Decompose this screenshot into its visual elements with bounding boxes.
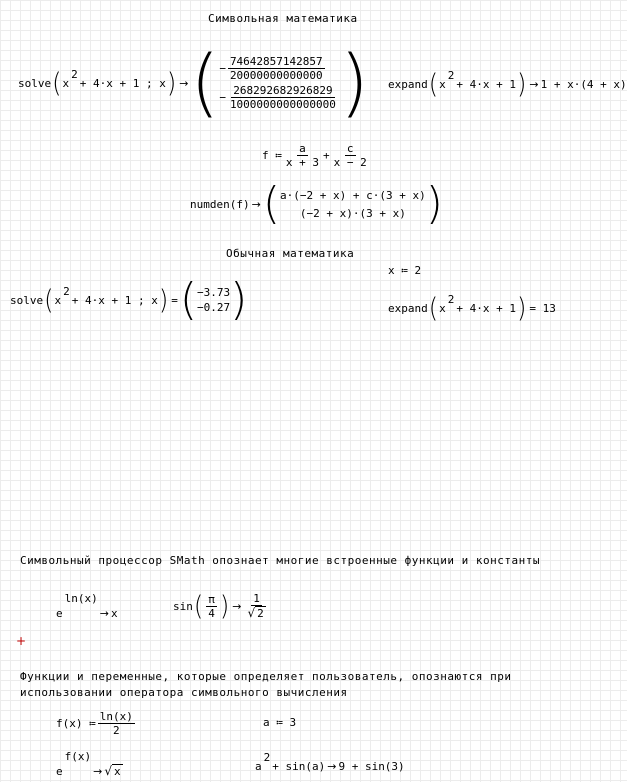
f-definition[interactable] <box>262 138 371 172</box>
minus-sign: − <box>219 91 226 104</box>
numden-function: numden(f) <box>190 197 250 211</box>
exponent: 2 <box>263 750 271 764</box>
left-paren: ( <box>44 284 54 316</box>
symbolic-arrow: → <box>327 759 337 773</box>
matrix-right-paren: ) <box>230 274 248 325</box>
sqrt-x <box>104 764 122 778</box>
denominator-x-plus-3: x + 3 <box>285 155 319 169</box>
denominator-row: (−2 + x)·(3 + x) <box>299 206 406 220</box>
exponent: 2 <box>447 292 455 306</box>
fx-assign: f(x) ≔ <box>56 716 96 730</box>
exponent: 2 <box>71 67 78 81</box>
left-paren: ( <box>428 292 439 324</box>
var-a: a <box>255 759 262 773</box>
numden-expression[interactable] <box>190 178 443 229</box>
expand-function-name: expand <box>388 77 428 91</box>
right-paren: ) <box>219 590 230 622</box>
plus-sin-a: + sin(a) <box>272 759 326 773</box>
base-e: e <box>56 765 63 778</box>
right-paren: ) <box>166 67 177 99</box>
user-defined-note-line-1[interactable]: Функции и переменные, которые определяет пользователь, опознаются при <box>20 670 512 683</box>
matrix-left-paren: ( <box>190 40 220 126</box>
x-assign[interactable]: x ≔ 2 <box>388 264 422 277</box>
exp-fx-expression[interactable] <box>56 750 123 778</box>
matrix-left-paren: ( <box>179 274 198 325</box>
expand-function-name: expand <box>388 301 428 315</box>
fx-definition[interactable] <box>56 706 137 740</box>
denominator-x-minus-2: x − 2 <box>333 155 367 169</box>
denominator-2: 2 <box>113 723 120 737</box>
a-assign[interactable]: a ≔ 3 <box>263 716 297 729</box>
sin-pi-expression[interactable] <box>173 588 270 624</box>
right-paren: ) <box>516 292 527 324</box>
pi-symbol: π <box>208 592 215 606</box>
expand-args: + 4·x + 1 <box>456 301 516 315</box>
solve-function-name: solve <box>18 76 52 90</box>
root-2 <box>219 84 340 111</box>
ordinary-math-header: Обычная математика <box>226 247 355 260</box>
var-x: x <box>439 301 446 315</box>
insert-cursor-icon[interactable]: + <box>16 634 27 648</box>
sqrt-2 <box>245 606 267 620</box>
base-e: e <box>56 607 63 620</box>
ln-x-over-2-fraction <box>98 710 135 737</box>
numerator-a: a <box>299 141 306 155</box>
radicand-x: x <box>114 765 121 778</box>
equals-sign: = <box>171 293 178 307</box>
root-2-numerator: 268292682926829 <box>233 84 333 97</box>
root-1-numerator: 74642857142857 <box>229 55 323 68</box>
matrix-left-paren: ( <box>262 178 280 229</box>
expand-numeric-result: = 13 <box>529 301 556 315</box>
exponent-fx: f(x) <box>64 750 92 763</box>
solve-args: + 4·x + 1 ; x <box>71 293 158 307</box>
exponent-ln-x: ln(x) <box>64 592 98 605</box>
exponent: 2 <box>63 284 70 298</box>
root-2-denominator: 1000000000000000 <box>229 98 336 111</box>
var-x: x <box>54 293 62 307</box>
var-x: x <box>439 77 446 91</box>
left-paren: ( <box>428 68 439 100</box>
numerator-1: 1 <box>253 592 260 605</box>
pi-over-4-fraction <box>206 593 217 620</box>
expand-result: 1 + x·(4 + x) <box>540 77 627 91</box>
fraction-c <box>332 142 369 169</box>
symbolic-arrow: → <box>232 599 242 613</box>
exponent: 2 <box>447 68 455 82</box>
numerator-c: c <box>346 141 354 155</box>
one-over-sqrt2-fraction <box>245 592 267 620</box>
root-2-fraction <box>228 84 338 111</box>
numerator-row: a·(−2 + x) + c·(3 + x) <box>280 188 426 202</box>
expand-args: + 4·x + 1 <box>456 77 516 91</box>
root-1-denominator: 20000000000000 <box>229 69 323 82</box>
smath-builtin-note[interactable]: Символьный процессор SMath опознает многие встроенные функции и константы <box>20 554 540 567</box>
sqrt-icon: √ <box>247 606 256 620</box>
numden-vector <box>280 189 426 220</box>
plus-sign: + <box>323 148 330 162</box>
var-x: x <box>62 76 70 90</box>
symbolic-arrow: → <box>251 197 261 211</box>
symbolic-arrow: → <box>529 77 539 91</box>
solution-vector <box>219 55 340 111</box>
expand-numeric-expression[interactable] <box>388 292 558 324</box>
radicand-2: 2 <box>257 607 264 620</box>
matrix-right-paren: ) <box>425 178 443 229</box>
fraction-a <box>284 142 321 169</box>
solve-function-name: solve <box>10 293 44 307</box>
a-squared-sin-expression[interactable] <box>255 750 405 778</box>
expand-symbolic-expression[interactable] <box>388 68 627 100</box>
symbolic-arrow: → <box>99 607 109 620</box>
solve-args: + 4·x + 1 ; x <box>79 76 166 90</box>
left-paren: ( <box>52 67 62 99</box>
numeric-root-2: −0.27 <box>197 301 231 314</box>
symbolic-arrow: → <box>179 76 189 90</box>
solve-numeric-expression[interactable] <box>10 274 248 325</box>
root-1-fraction <box>228 55 325 82</box>
symbolic-arrow: → <box>93 765 103 778</box>
minus-sign: − <box>219 62 226 75</box>
symbolic-math-header: Символьная математика <box>208 12 358 25</box>
a-sin-result: 9 + sin(3) <box>338 759 405 773</box>
exp-ln-expression[interactable] <box>56 592 118 620</box>
solve-symbolic-expression[interactable] <box>18 40 369 126</box>
numeric-root-1: −3.73 <box>197 286 231 299</box>
denominator-4: 4 <box>208 606 215 620</box>
sin-function: sin <box>173 599 193 613</box>
sqrt-icon: √ <box>104 764 112 778</box>
left-paren: ( <box>193 590 204 622</box>
right-paren: ) <box>516 68 527 100</box>
right-paren: ) <box>158 284 169 316</box>
f-assign: f ≔ <box>262 148 282 162</box>
user-defined-note-line-2[interactable]: использовании оператора символьного вычисления <box>20 686 348 699</box>
matrix-right-paren: ) <box>339 40 369 126</box>
numeric-solution-vector <box>197 286 230 314</box>
exp-ln-result: x <box>110 607 118 620</box>
root-1 <box>219 55 340 82</box>
numerator-ln-x: ln(x) <box>99 709 133 723</box>
